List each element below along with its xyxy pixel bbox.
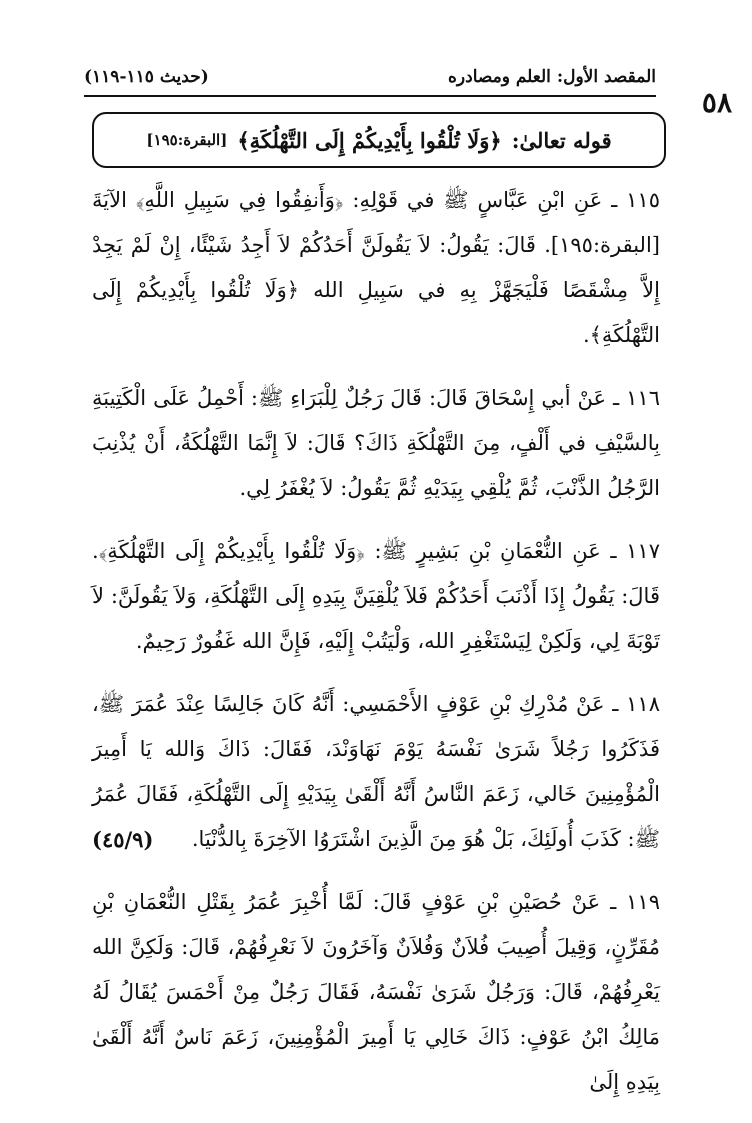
hadith-range: (حديث ١١٥-١١٩)	[84, 67, 209, 87]
page-number: ٥٨	[701, 86, 732, 119]
section-heading-verse: ﴿وَلَا تُلْقُوا بِأَيْدِيكُمْ إِلَى التَّهْلُكَةِ﴾	[237, 127, 502, 153]
header-rule	[84, 95, 656, 97]
section-heading-reference: [البقرة:١٩٥]	[146, 131, 228, 149]
hadith-text: ١١٨ ـ عَنْ مُدْرِكِ بْنِ عَوْفٍ الأَحْمَسِي: أَنَّهُ كَانَ جَالِسًا عِنْدَ عُمَرَ ﷺ، فَذَكَرُوا رَجُلاً شَرَىٰ نَفْسَهُ يَوْمَ نَهَاوَنْدَ، فَقَالَ: ذَاكَ وَالله يَا أَمِيرَ الْمُؤْمِنِينَ خَالي، زَعَمَ النَّاسُ أَنَّهُ أَلْقَىٰ بِيَدَيْهِ إِلَى التَّهْلُكَةِ، فَقَالَ عُمَرُ ﷺ: كَذَبَ أُولَئِكَ، بَلْ هُوَ مِنَ الَّذِينَ اشْتَرَوُا الآخِرَةَ بِالدُّنْيَا.	[92, 692, 660, 851]
hadith-text: ١١٧ ـ عَنِ النُّعْمَانِ بْنِ بَشِيرٍ ﷺ: ﴿وَلَا تُلْقُوا بِأَيْدِيكُمْ إِلَى التَّهْلُكَةِ﴾. قَالَ: يَقُولُ إِذَا أَذْنَبَ أَحَدُكُمْ فَلاَ يُلْقِيَنَّ بِيَدِهِ إِلَى التَّهْلُكَةِ، وَلاَ يَقُولَنَّ: لاَ تَوْبَةَ لِي، وَلَكِنْ لِيَسْتَغْفِرِ الله، وَلْيَتُبْ إِلَيْهِ، فَإِنَّ الله غَفُورٌ رَحِيمٌ.	[92, 539, 660, 653]
chapter-title: المقصد الأول: العلم ومصادره	[448, 67, 656, 87]
hadith-117	[92, 529, 660, 664]
hadith-115	[92, 178, 660, 358]
hadith-text: ١١٦ ـ عَنْ أبي إِسْحَاقَ قَالَ: قَالَ رَجُلٌ لِلْبَرَاءِ ﷺ: أَحْمِلُ عَلَى الْكَتِيبَةِ بِالسَّيْفِ في أَلْفٍ، مِنَ التَّهْلُكَةِ ذَاكَ؟ قَالَ: لاَ إِنَّمَا التَّهْلُكَةُ، أَنْ يُذْنِبَ الرَّجُلُ الذَّنْبَ، ثُمَّ يُلْقِي بِيَدَيْهِ ثُمَّ يَقُولُ: لاَ يُغْفَرُ لِي.	[92, 386, 660, 500]
hadith-118	[92, 682, 660, 862]
volume-reference: (٤٥/٩)	[92, 827, 154, 852]
hadith-list	[92, 178, 660, 1123]
section-heading-box	[92, 112, 666, 168]
hadith-116	[92, 376, 660, 511]
hadith-text: ١١٥ ـ عَنِ ابْنِ عَبَّاسٍ ﷺ في قَوْلِهِ: ﴿وَأَنفِقُوا فِي سَبِيلِ اللَّهِ﴾ الآيَةَ [البقرة:١٩٥]. قَالَ: يَقُولُ: لاَ يَقُولَنَّ أَحَدُكُمْ لاَ أَجِدُ شَيْئًا، إِنْ لَمْ يَجِدْ إِلاَّ مِشْقَصًا فَلْيَجَهَّزْ بِهِ في سَبِيلِ الله ﴿وَلَا تُلْقُوا بِأَيْدِيكُمْ إِلَى التَّهْلُكَةِ﴾.	[92, 188, 660, 347]
hadith-text: ١١٩ ـ عَنْ حُصَيْنِ بْنِ عَوْفٍ قَالَ: لَمَّا أُخْبِرَ عُمَرُ بِقَتْلِ النُّعْمَانِ بْنِ مُقَرِّنٍ، وَقِيلَ أُصِيبَ فُلاَنٌ وَفُلاَنٌ وَآخَرُونَ لاَ نَعْرِفُهُمْ، قَالَ: وَلَكِنَّ الله يَعْرِفُهُمْ، قَالَ: وَرَجُلٌ شَرَىٰ نَفْسَهُ، فَقَالَ رَجُلٌ مِنْ أَحْمَسَ يُقَالُ لَهُ مَالِكُ ابْنُ عَوْفٍ: ذَاكَ خَالِي يَا أَمِيرَ الْمُؤْمِنِينَ، زَعَمَ نَاسٌ أَنَّهُ أَلْقَىٰ بِيَدِهِ إِلَىٰ	[92, 890, 660, 1094]
section-heading-lead: قوله تعالىٰ:	[511, 127, 612, 153]
hadith-119	[92, 880, 660, 1105]
running-header	[84, 64, 656, 90]
